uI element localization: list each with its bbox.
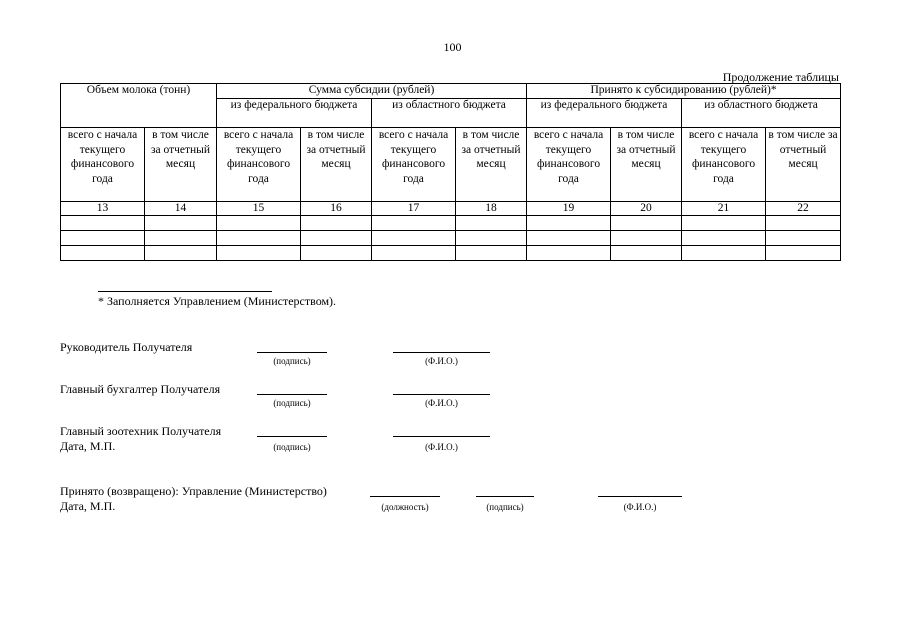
table-cell[interactable] (61, 246, 145, 261)
header-federal-budget: из федерального бюджета (217, 99, 372, 128)
footnote-divider (98, 291, 272, 292)
table-cell[interactable] (372, 246, 456, 261)
zootech-signature-line[interactable] (257, 436, 327, 437)
accepted-label: Принято (возвращено): Управление (Министерство) (60, 484, 327, 498)
table-cell[interactable] (682, 216, 766, 231)
column-number: 19 (527, 202, 611, 216)
accepted-name-line[interactable] (598, 496, 682, 497)
table-cell[interactable] (301, 246, 372, 261)
accountant-label: Главный бухгалтер Получателя (60, 382, 221, 396)
table-cell[interactable] (611, 216, 682, 231)
table-cell[interactable] (456, 246, 527, 261)
header-reporting-month: в том числе за отчетный месяц (611, 128, 682, 202)
table-cell[interactable] (766, 216, 841, 231)
table-cell[interactable] (766, 246, 841, 261)
date-mp-label: Дата, М.П. (60, 499, 116, 513)
header-reporting-month: в том числе за отчетный месяц (145, 128, 217, 202)
page-number: 100 (443, 40, 462, 54)
footnote: * Заполняется Управлением (Министерством). (98, 294, 337, 308)
table-row (61, 246, 841, 261)
table-cell[interactable] (217, 231, 301, 246)
header-subsidy-sum: Сумма субсидии (рублей) (217, 84, 527, 99)
column-number: 22 (766, 202, 841, 216)
caption-signature: (подпись) (273, 398, 311, 408)
table-cell[interactable] (61, 216, 145, 231)
table-cell[interactable] (301, 216, 372, 231)
accountant-name-line[interactable] (393, 394, 490, 395)
caption-signature: (подпись) (486, 502, 524, 512)
table-cell[interactable] (766, 231, 841, 246)
caption-signature: (подпись) (273, 442, 311, 452)
column-number: 14 (145, 202, 217, 216)
header-total-since-start: всего с начала текущего финансового года (527, 128, 611, 202)
header-reporting-month: в том числе за отчетный месяц (456, 128, 527, 202)
header-total-since-start: всего с начала текущего финансового года (61, 128, 145, 202)
column-number: 18 (456, 202, 527, 216)
header-accepted: Принято к субсидированию (рублей)* (527, 84, 841, 99)
zootech-label: Главный зоотехник Получателя (60, 424, 222, 438)
column-number: 20 (611, 202, 682, 216)
table-cell[interactable] (372, 216, 456, 231)
head-name-line[interactable] (393, 352, 490, 353)
table-cell[interactable] (217, 246, 301, 261)
table-cell[interactable] (611, 246, 682, 261)
accepted-position-line[interactable] (370, 496, 440, 497)
table-row (61, 216, 841, 231)
table-cell[interactable] (682, 231, 766, 246)
accepted-signature-line[interactable] (476, 496, 534, 497)
caption-name: (Ф.И.О.) (623, 502, 657, 512)
header-total-since-start: всего с начала текущего финансового года (682, 128, 766, 202)
continuation-label: Продолжение таблицы (722, 70, 839, 84)
column-number: 17 (372, 202, 456, 216)
table-cell[interactable] (682, 246, 766, 261)
table-cell[interactable] (527, 216, 611, 231)
table-cell[interactable] (145, 216, 217, 231)
caption-signature: (подпись) (273, 356, 311, 366)
table-cell[interactable] (145, 231, 217, 246)
caption-name: (Ф.И.О.) (425, 356, 458, 366)
header-reporting-month: в том числе за отчетный месяц (766, 128, 841, 202)
table-cell[interactable] (217, 216, 301, 231)
caption-name: (Ф.И.О.) (425, 398, 458, 408)
column-number: 21 (682, 202, 766, 216)
header-total-since-start: всего с начала текущего финансового года (217, 128, 301, 202)
header-reporting-month: в том числе за отчетный месяц (301, 128, 372, 202)
accountant-signature-line[interactable] (257, 394, 327, 395)
table-cell[interactable] (372, 231, 456, 246)
date-mp-label: Дата, М.П. (60, 439, 116, 453)
table-cell[interactable] (301, 231, 372, 246)
header-total-since-start: всего с начала текущего финансового года (372, 128, 456, 202)
table-cell[interactable] (145, 246, 217, 261)
table-cell[interactable] (527, 246, 611, 261)
header-regional-budget: из областного бюджета (682, 99, 841, 128)
subsidy-table (60, 83, 841, 261)
header-regional-budget: из областного бюджета (372, 99, 527, 128)
caption-position: (должность) (381, 502, 429, 512)
column-number: 16 (301, 202, 372, 216)
head-signature-line[interactable] (257, 352, 327, 353)
header-federal-budget: из федерального бюджета (527, 99, 682, 128)
caption-name: (Ф.И.О.) (425, 442, 458, 452)
table-cell[interactable] (456, 231, 527, 246)
column-number: 13 (61, 202, 145, 216)
zootech-name-line[interactable] (393, 436, 490, 437)
table-cell[interactable] (456, 216, 527, 231)
table-cell[interactable] (611, 231, 682, 246)
header-volume: Объем молока (тонн) (61, 84, 217, 128)
column-numbers-row (61, 202, 841, 216)
column-number: 15 (217, 202, 301, 216)
table-cell[interactable] (61, 231, 145, 246)
table-row (61, 231, 841, 246)
table-cell[interactable] (527, 231, 611, 246)
head-label: Руководитель Получателя (60, 340, 193, 354)
